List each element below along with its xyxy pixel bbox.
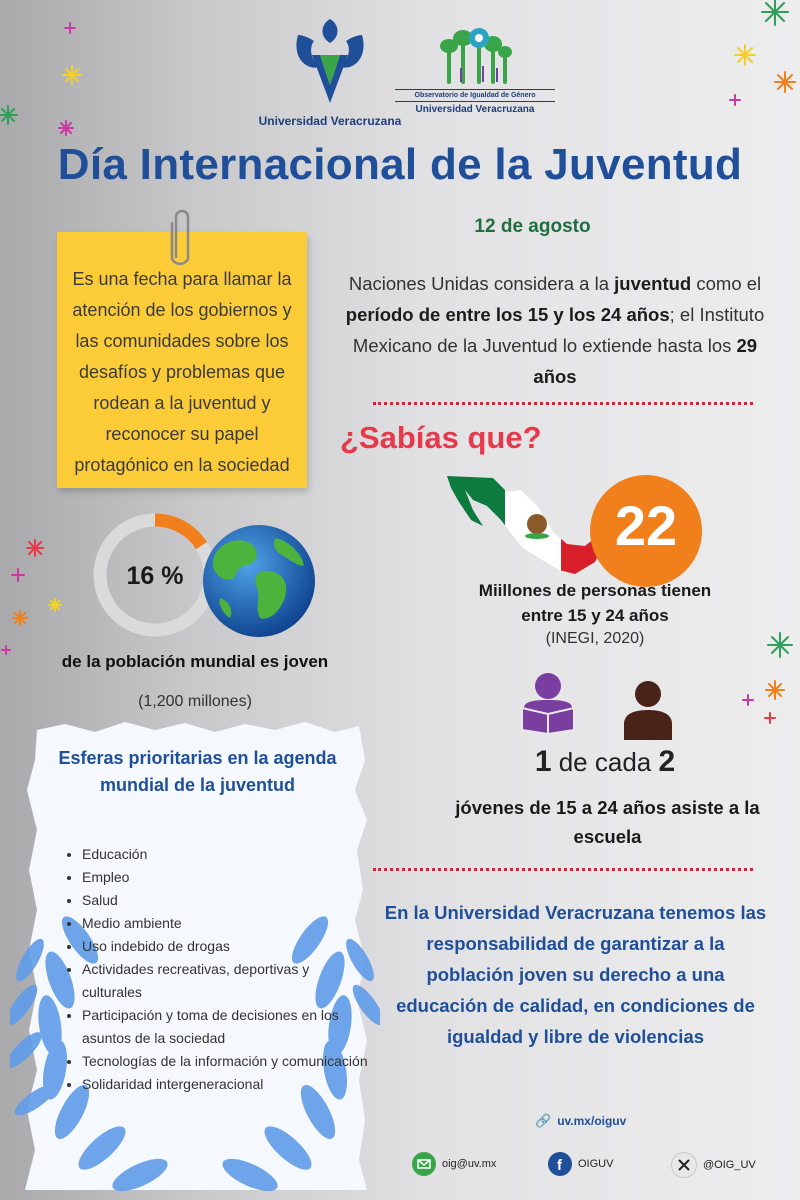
- list-item: • Participación y toma de decisiones en los asuntos de la sociedad: [82, 1004, 372, 1050]
- list-item: • Salud: [82, 889, 372, 912]
- population-text: de la población mundial es joven: [61, 652, 329, 671]
- date: 12 de agosto: [474, 216, 591, 237]
- oig-logo: [395, 22, 555, 115]
- email-icon: [412, 1152, 436, 1176]
- email-contact[interactable]: oig@uv.mx: [412, 1152, 496, 1176]
- oig-name: Observatorio de Igualdad de Género: [395, 89, 555, 102]
- list-item: • Empleo: [82, 866, 372, 889]
- facebook-contact[interactable]: f OIGUV: [548, 1152, 613, 1176]
- percent-label: 16 %: [126, 562, 184, 590]
- uv-logo: [250, 15, 410, 128]
- website-link[interactable]: 🔗 uv.mx/oiguv: [535, 1113, 627, 1128]
- oig-emblem-icon: [435, 22, 515, 84]
- note-text: Es una fecha para llamar la atención de los gobiernos y las comunidades sobre los desafíos y problemas que rodean a la juventud y reconocer su papel protagónico en la sociedad: [72, 269, 292, 475]
- page-title: Día Internacional de la Juventud: [57, 140, 743, 189]
- priorities-list: [62, 843, 372, 1096]
- uv-logo-name: Universidad Veracruzana: [258, 114, 402, 128]
- mexico-text: Miillones de personas tienen entre 15 y 24 años: [478, 581, 712, 625]
- dotted-divider: [373, 868, 753, 871]
- list-item: • Medio ambiente: [82, 912, 372, 935]
- school-text: jóvenes de 15 a 24 años asiste a la escuela: [455, 797, 760, 847]
- dotted-divider: [373, 402, 753, 405]
- mexico-number: 22: [614, 494, 678, 557]
- paperclip-icon: [170, 207, 194, 267]
- sticky-note: [57, 232, 307, 488]
- facebook-icon: [548, 1152, 572, 1176]
- mexico-number-badge: [590, 475, 702, 587]
- uv-emblem-icon: [290, 15, 370, 107]
- x-icon: [671, 1152, 697, 1178]
- link-icon: 🔗: [535, 1113, 552, 1128]
- uv-statement: En la Universidad Veracruzana tenemos las responsabilidad de garantizar a la población joven su derecho a una educación de calidad, en condiciones de igualdad y libre de violencias: [384, 902, 767, 1047]
- student-reading-icon: [518, 672, 578, 734]
- sabias-heading: ¿Sabías que?: [340, 420, 542, 455]
- list-item: • Educación: [82, 843, 372, 866]
- school-ratio: 1 de cada 2: [534, 745, 676, 778]
- un-definition: Naciones Unidas considera a la juventud como el período de entre los 15 y los 24 años; el Instituto Mexicano de la Juventud lo extiende hasta los 29 años: [345, 273, 765, 387]
- svg-text:f: f: [557, 1157, 562, 1174]
- list-item: • Solidaridad intergeneracional: [82, 1073, 372, 1096]
- x-contact[interactable]: @OIG_UV: [671, 1152, 756, 1178]
- list-item: • Uso indebido de drogas: [82, 935, 372, 958]
- oig-university: Universidad Veracruzana: [415, 104, 535, 115]
- priorities-title: Esferas prioritarias en la agenda mundial de la juventud: [58, 748, 337, 795]
- population-sub: (1,200 millones): [138, 693, 252, 710]
- mexico-source: (INEGI, 2020): [545, 630, 645, 647]
- list-item: • Tecnologías de la información y comunicación: [82, 1050, 372, 1073]
- list-item: • Actividades recreativas, deportivas y culturales: [82, 958, 372, 1004]
- globe-icon: [200, 522, 318, 640]
- person-icon: [622, 680, 674, 740]
